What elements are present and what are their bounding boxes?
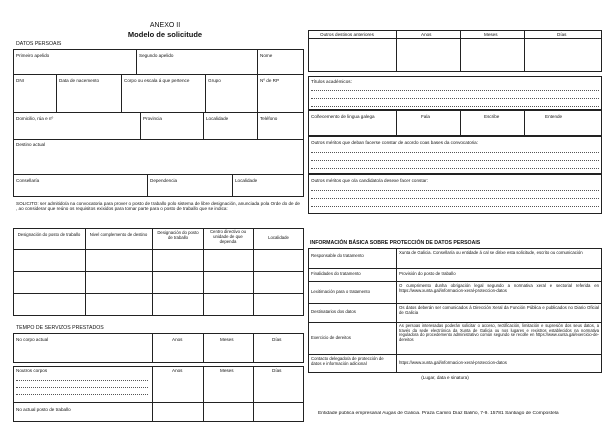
corps-field[interactable]: Corpo ou escala á que pertence (124, 78, 190, 83)
form-title: Modelo de solicitude (127, 30, 203, 39)
dp-row-key-2: Lexitimación para o tratamento (311, 289, 370, 294)
dp-row-val-2: O cumprimento dunha obrigación legal segundo a normativa xeral e sectorial referida en https://www.xunta.gal/informacion-xeral-proteccion-datos (399, 283, 599, 293)
dp-row-val-5: https://www.xunta.gal/informacion-xeral-proteccion-datos (399, 360, 507, 365)
dp-row-val-4: As persoas interesadas poderán solicitar o acceso, rectificación, limitación e supresión dos seus datos, a través da sede electrónica da Xunta de Galicia ou nos lugares e rexistros establecidos na normativa reguladora do procedemento administrativo común segundo se recolle en https://www.xunta.gal/exercicio-de-dereitos (399, 323, 599, 343)
applicant-merits-field[interactable]: Outros méritos que o/a candidato/a desexe facer constar: (311, 178, 428, 183)
galician-knowledge-label: Coñecemento de lingua galega (311, 114, 375, 119)
other-corps-field[interactable]: Noutros corpos (16, 368, 48, 373)
galician-speak-field[interactable]: Fala (421, 114, 430, 119)
months-label-2: Meses (220, 368, 234, 373)
dp-row-key-4: Exercicio de dereitos (311, 335, 351, 340)
academic-titles-field[interactable]: Títulos académicos: (311, 79, 352, 84)
years-label-2: Anos (172, 368, 183, 373)
days-label-1: Días (272, 337, 282, 342)
personal-data-heading: DATOS PERSOAIS (16, 41, 62, 47)
nrp-field[interactable]: Nº de RP (260, 78, 280, 83)
annex-label: ANEXO II (149, 22, 181, 29)
galician-write-field[interactable]: Escribe (484, 114, 500, 119)
col-locality: Localidade (268, 235, 289, 240)
locality-field[interactable]: Localidade (206, 116, 229, 121)
footer-address: Entidade pública empresarial Augas de Galicia. Praza Camilo Díaz Baliño, 7-9. 15781 Santiago de Compostela (318, 411, 559, 416)
service-time-heading: TEMPO DE SERVIZOS PRESTADOS (16, 325, 104, 331)
dp-row-key-0: Responsable do tratamento (311, 253, 364, 258)
galician-understand-field[interactable]: Entende (545, 114, 563, 119)
dp-row-val-0: Xunta de Galicia. Consellaría ou entidade á cal se dirixe esta solicitude, escrito ou comunicación (399, 250, 583, 255)
previous-years-label: Anos (421, 32, 432, 37)
col-post-designation: Designación do posto de traballo (17, 232, 81, 237)
signature-label: (Lugar, data e sinatura) (421, 375, 469, 380)
years-label-1: Anos (172, 337, 183, 342)
address-field[interactable]: Domicilio, rúa e nº (16, 116, 54, 121)
col-destination-level: Nivel complemento de destino (89, 232, 148, 237)
previous-months-label: Meses (484, 32, 498, 37)
first-surname-field[interactable]: Primeiro apelido (16, 53, 50, 58)
current-post-field[interactable]: No actual posto de traballo (16, 407, 71, 412)
dp-row-key-3: Destinatarios dos datos (311, 309, 356, 314)
request-text: SOLICITO: ser admitido/a na convocatoria para prover o posto de traballo polo sistema de libre designación, anunciada pola Orde do de de , ao considerar que reúno os requisitos exixidos para tomar parte para o posto de traballo que se indica: (16, 201, 300, 212)
dp-row-val-3: Os datos deberán ser comunicados á Dirección Xeral da Función Pública e publicados no Diario Oficial de Galicia (399, 305, 599, 315)
birth-date-field[interactable]: Data de nacemento (59, 78, 100, 83)
name-field[interactable]: Nome (260, 53, 273, 58)
dp-row-val-1: Provisión do posto de traballo (399, 271, 456, 276)
phone-field[interactable]: Teléfono (260, 116, 278, 121)
current-destination-field[interactable]: Destino actual (16, 142, 46, 147)
dependency-field[interactable]: Dependencia (150, 178, 178, 183)
data-protection-heading: INFORMACIÓN BÁSICA SOBRE PROTECCIÓN DE DATOS PERSOAIS (310, 240, 481, 246)
previous-days-label: Días (557, 32, 567, 37)
previous-destinations-label: Outros destinos anteriores (320, 32, 374, 37)
months-label-1: Meses (220, 337, 234, 342)
group-field[interactable]: Grupo (208, 78, 221, 83)
dp-row-key-5: Contacto delegado/a de protección de datos e información adicional (311, 356, 384, 366)
destination-locality-field[interactable]: Localidade (235, 178, 258, 183)
col-managing-unit: Centro directivo ou unidade de que dependa (209, 229, 247, 244)
col-post-designation-2: Designación do posto de traballo (157, 230, 199, 240)
second-surname-field[interactable]: Segundo apelido (139, 53, 174, 58)
dni-field[interactable]: DNI (16, 78, 24, 83)
province-field[interactable]: Provincia (143, 116, 162, 121)
current-corps-field[interactable]: No corpo actual (16, 337, 49, 342)
merits-field[interactable]: Outros méritos que deban facerse constar de acordo coas bases da convocatoria: (311, 140, 479, 145)
department-field[interactable]: Consellaría (16, 178, 40, 183)
days-label-2: Días (272, 368, 282, 373)
dp-row-key-1: Finalidades do tratamento (311, 271, 361, 276)
